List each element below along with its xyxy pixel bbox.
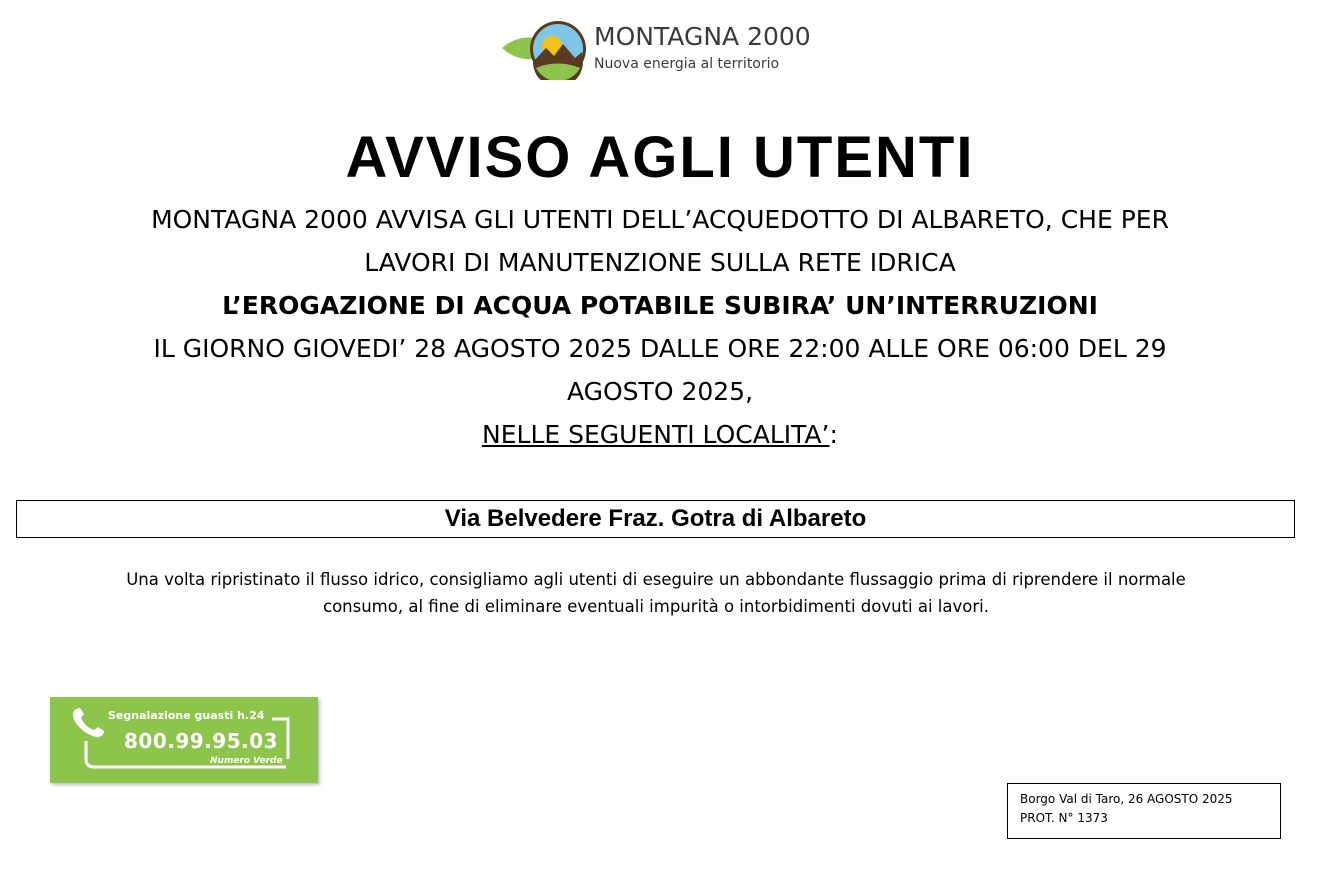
notice-line: LAVORI DI MANUTENZIONE SULLA RETE IDRICA <box>364 248 956 277</box>
advice-text <box>40 566 1272 620</box>
location-box: Via Belvedere Fraz. Gotra di Albareto <box>16 500 1295 538</box>
protocol-number: PROT. N° 1373 <box>1020 811 1108 825</box>
notice-headline: AVVISO AGLI UTENTI <box>345 125 975 190</box>
notice-line-date: IL GIORNO GIOVEDI’ 28 AGOSTO 2025 DALLE ORE 22:00 ALLE ORE 06:00 DEL 29 <box>153 334 1167 363</box>
protocol-box <box>1007 783 1281 839</box>
locations-heading: NELLE SEGUENTI LOCALITA’ <box>482 420 830 449</box>
logo-name: MONTAGNA 2000 <box>594 22 811 51</box>
notice-line-emphasis: L’EROGAZIONE DI ACQUA POTABILE SUBIRA’ UN’INTERRUZIONI <box>222 291 1098 320</box>
notice-line-locations <box>40 413 1280 456</box>
badge-title: Segnalazione guasti h.24 <box>108 709 265 722</box>
company-logo <box>500 18 820 80</box>
notice-line: MONTAGNA 2000 AVVISA GLI UTENTI DELL’ACQUEDOTTO DI ALBARETO, CHE PER <box>151 205 1169 234</box>
logo-mountain-icon <box>500 18 588 80</box>
advice-line: consumo, al fine di eliminare eventuali impurità o intorbidimenti dovuti ai lavori. <box>323 597 989 616</box>
advice-line: Una volta ripristinato il flusso idrico, consigliamo agli utenti di eseguire un abbondante flussaggio prima di riprendere il normale <box>126 570 1186 589</box>
badge-subtitle: Numero Verde <box>210 756 283 766</box>
place-date: Borgo Val di Taro, 26 AGOSTO 2025 <box>1020 792 1233 806</box>
notice-body <box>40 198 1280 456</box>
locations-heading-colon: : <box>829 420 838 449</box>
notice-line-date: AGOSTO 2025, <box>566 377 754 406</box>
emergency-hotline-badge <box>50 697 318 783</box>
logo-tagline: Nuova energia al territorio <box>594 56 780 72</box>
hotline-number: 800.99.95.03 <box>124 729 279 753</box>
